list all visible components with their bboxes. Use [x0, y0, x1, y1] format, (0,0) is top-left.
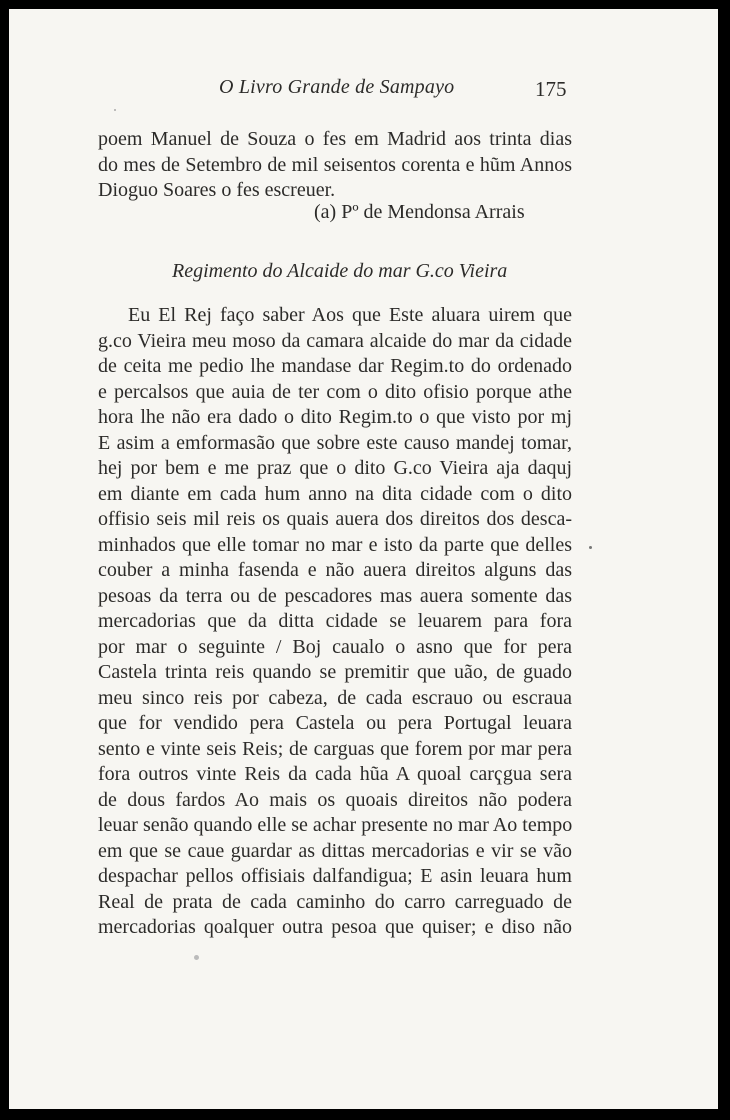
text-line: mercadorias que da ditta cidade se leuarem para fora: [98, 610, 572, 632]
text-line: g.co Vieira meu moso da camara alcaide do mar da cidade: [98, 329, 572, 352]
scan-speck: [194, 955, 199, 960]
signature-line: (a) Pº de Mendonsa Arrais: [314, 201, 525, 223]
text-line: meu sinco reis por cabeza, de cada escrauo ou escraua: [98, 686, 572, 709]
text-line: hej por bem e me praz que o dito G.co Vieira aja daquj: [98, 457, 572, 479]
text-line: em que se caue guardar as dittas mercadorias e vir se vão: [98, 839, 572, 862]
text-line: leuar senão quando elle se achar presente no mar Ao tempo: [98, 814, 573, 836]
text-line: Eu El Rej faço saber Aos que Este aluara uirem que: [128, 304, 572, 326]
text-line: mercadorias qoalquer outra pesoa que quiser; e diso não: [98, 916, 572, 938]
body-paragraph: [98, 303, 572, 941]
text-line: do mes de Setembro de mil seisentos corenta e hũm Annos: [98, 153, 572, 176]
text-line: couber a minha fasenda e não auera direitos alguns das: [98, 559, 572, 581]
text-line: minhados que elle tomar no mar e isto da parte que delles: [98, 533, 572, 556]
text-line: de dous fardos Ao mais os quoais direitos não podera: [98, 788, 572, 811]
text-line: sento e vinte seis Reis; de carguas que forem por mar pera: [98, 737, 572, 760]
text-line: offisio seis mil reis os quais auera dos direitos dos desca-: [98, 508, 572, 530]
section-heading: Regimento do Alcaide do mar G.co Vieira: [172, 260, 508, 282]
scan-speck: [589, 546, 592, 549]
text-line: despachar pellos offisiais dalfandigua; E asin leuara hum: [98, 865, 572, 887]
book-page: [9, 9, 718, 1109]
text-line: E asim a emformasão que sobre este causo mandej tomar,: [98, 431, 572, 454]
running-title: O Livro Grande de Sampayo: [219, 76, 455, 98]
opening-paragraph: [98, 127, 572, 204]
text-line: Castela trinta reis quando se premitir que uão, de guado: [98, 661, 572, 683]
text-line: e percalsos que auia de ter com o dito ofisio porque athe: [98, 380, 572, 403]
scan-speck: [114, 109, 116, 111]
text-line: poem Manuel de Souza o fes em Madrid aos trinta dias: [98, 128, 572, 150]
text-line: em diante em cada hum anno na dita cidade com o dito: [98, 482, 572, 505]
text-line: pesoas da terra ou de pescadores mas auera somente das: [98, 584, 572, 607]
text-line: que for vendido pera Castela ou pera Portugal leuara: [98, 712, 572, 734]
text-line: de ceita me pedio lhe mandase dar Regim.to do ordenado: [98, 355, 572, 377]
text-line: Real de prata de cada caminho do carro carreguado de: [98, 890, 572, 913]
text-line: por mar o seguinte / Boj caualo o asno que for pera: [98, 635, 572, 658]
page-number: 175: [535, 77, 567, 101]
text-line: fora outros vinte Reis da cada hũa A quoal carҁgua sera: [98, 763, 572, 785]
text-line: hora lhe não era dado o dito Regim.to o que visto por mj: [98, 406, 572, 428]
text-line: Dioguo Soares o fes escreuer.: [98, 179, 336, 201]
